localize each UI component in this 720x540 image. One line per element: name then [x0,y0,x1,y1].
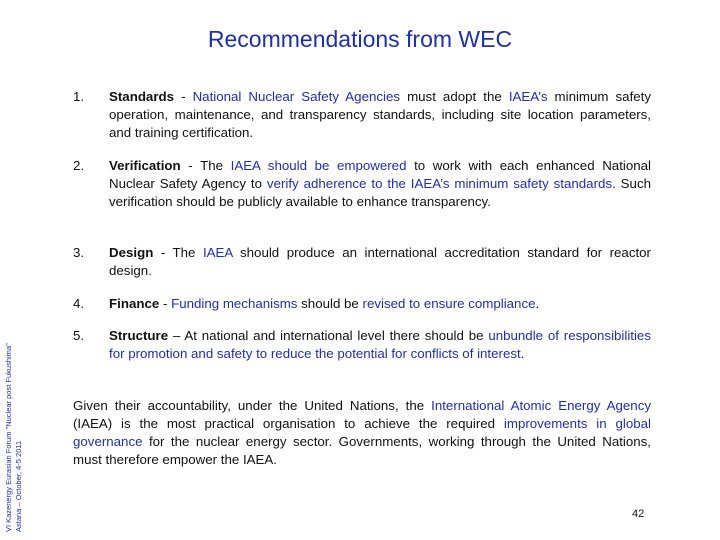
item-text-part: minimum safety operation, maintenance, and transparency standards, including site location parameters, and training certification. [109,89,652,140]
item-text [109,295,651,313]
event-name: VI Kazenergy Eurasian Forum "Nuclear post Fukushima" [4,343,13,532]
item-text-part: must adopt the [400,89,509,104]
item-text-highlight: IAEA should be empowered [230,158,407,173]
item-text-part: - The [153,245,203,260]
item-text-highlight: National Nuclear Safety Agencies [192,89,401,104]
recommendation-item [73,327,651,363]
item-text-part: . [535,296,540,311]
item-text-part: – At national and international level there should be [168,328,489,343]
closing-text-part: (IAEA) is the most practical organisation to achieve the required [73,416,504,431]
page-number: 42 [632,508,645,520]
closing-text-part: Given their accountability, under the United Nations, the [73,398,432,413]
closing-paragraph [73,397,651,469]
item-text-part: should produce an international accreditation standard for reactor design [109,245,651,278]
item-heading: Structure [109,328,169,343]
item-text-highlight: verify adherence to the IAEA’s minimum safety standards [266,176,613,191]
item-heading: Verification [109,158,181,173]
item-text-highlight: Funding mechanisms [171,296,298,311]
item-text-part: - [159,296,172,311]
item-text-highlight: IAEA [202,245,233,260]
item-text-part: - The [180,158,231,173]
item-heading: Design [109,245,154,260]
closing-text-part: for the nuclear energy sector. Governments, working through the United Nations, must therefore empower the IAEA. [73,434,651,467]
closing-text-highlight: International Atomic Energy Agency [431,398,652,413]
item-text-part: - [174,89,193,104]
item-number: 3. [73,245,85,260]
item-text-part: should be [297,296,363,311]
recommendation-item [73,244,651,280]
item-heading: Standards [109,89,175,104]
item-text [109,157,651,211]
item-text [109,244,651,280]
item-heading: Finance [109,296,160,311]
event-place-date: Astana – October, 4-5 2011 [14,440,23,532]
recommendation-item [73,88,651,142]
closing-text-highlight: improvements in global governance [73,416,652,449]
item-text [109,327,651,363]
item-text-highlight: . [148,263,152,278]
event-sidebar-caption [4,272,24,532]
item-text-part: . [520,346,525,361]
item-text-highlight: unbundle of responsibilities for promotion and safety to reduce the potential for conflicts of interest [109,328,651,361]
item-text-highlight: revised to ensure compliance [362,296,536,311]
recommendation-item [73,295,651,313]
item-text [109,88,651,142]
item-text-part: . Such verification should be publicly available to enhance transparency. [109,176,651,209]
item-text-highlight: IAEA’s [508,89,548,104]
item-number: 4. [73,296,85,311]
item-number: 1. [73,89,85,104]
item-text-part: to work with each enhanced National Nuclear Safety Agency to [109,158,651,191]
recommendation-item [73,157,651,211]
item-number: 2. [73,158,85,173]
slide-title: Recommendations from WEC [207,26,513,52]
item-number: 5. [73,328,85,343]
